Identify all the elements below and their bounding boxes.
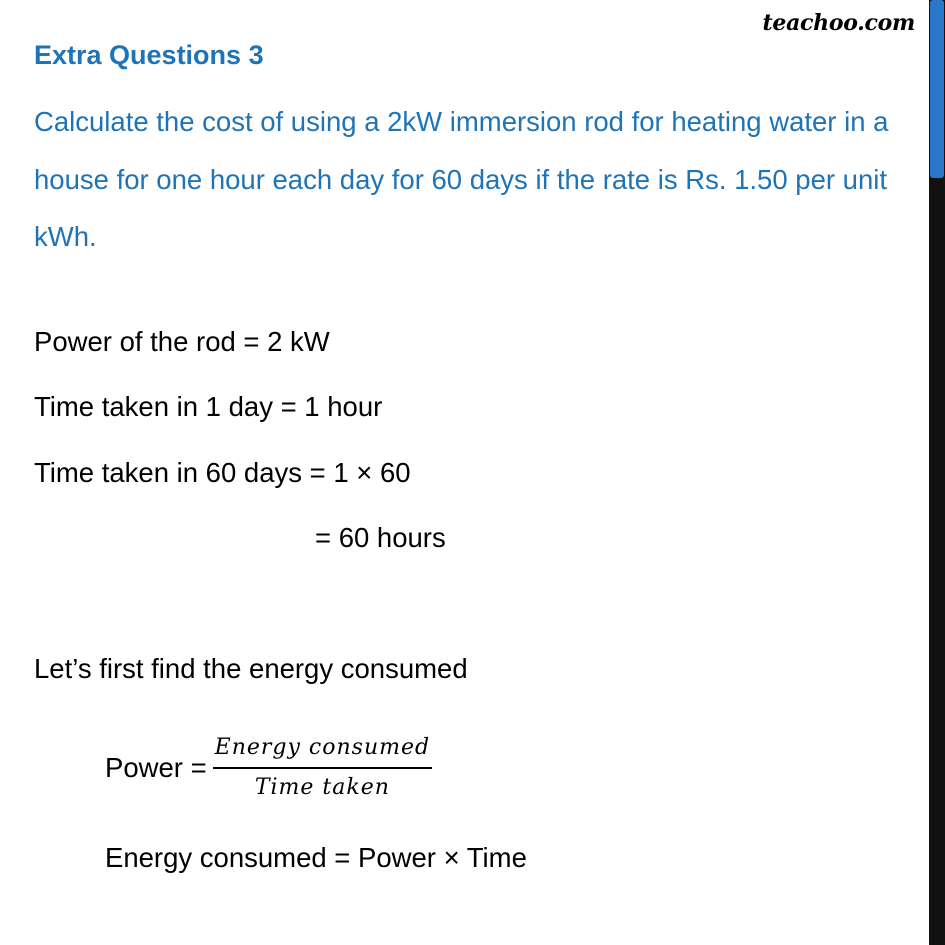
time-one-day-line: Time taken in 1 day = 1 hour [34,391,383,422]
formula-lhs: Power = [105,752,207,783]
question-text: Calculate the cost of using a 2kW immersion rod for heating water in a house for one hour each day for 60 days if the rate is Rs. 1.50 per unit kWh. [34,106,889,252]
teachoo-logo: teachoo.com [762,10,915,36]
time-sixty-days-result: = 60 hours [315,522,446,553]
power-formula [105,728,432,808]
energy-intro-line: Let’s first find the energy consumed [34,653,468,684]
formula-fraction [213,733,432,803]
formula-numerator: Energy consumed [213,733,432,769]
energy-formula-line: Energy consumed = Power × Time [105,842,527,873]
question-heading: Extra Questions 3 [34,40,264,70]
formula-denominator: Time taken [254,775,390,800]
scrollbar-thumb[interactable] [930,0,944,178]
power-of-rod-line: Power of the rod = 2 kW [34,326,330,357]
vertical-scrollbar[interactable] [929,0,945,945]
time-sixty-days-line: Time taken in 60 days = 1 × 60 [34,457,411,488]
